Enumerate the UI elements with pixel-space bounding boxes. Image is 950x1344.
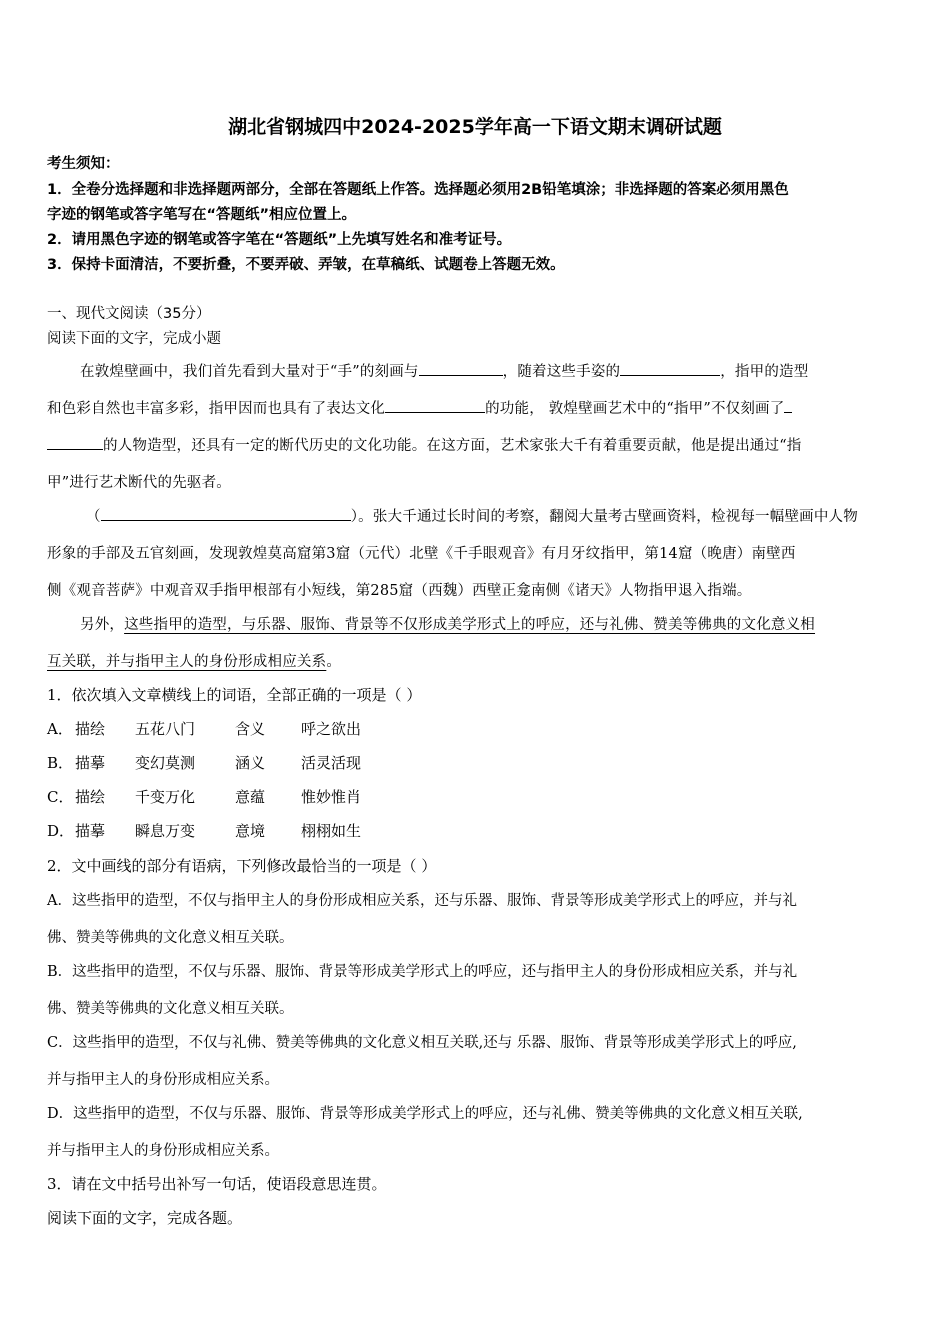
- question-2-option-a-line-2: 佛、赞美等佛典的文化意义相互关联。: [47, 930, 294, 946]
- blank-4-start: [784, 398, 792, 413]
- option-word: 描绘: [75, 720, 106, 738]
- question-1-option-c[interactable]: [47, 786, 361, 807]
- passage-line-1: [80, 360, 808, 381]
- option-word: 活灵活现: [301, 754, 362, 772]
- option-label: C．: [47, 788, 74, 806]
- blank-1: [419, 361, 503, 376]
- question-2-option-a-line-1[interactable]: A．这些指甲的造型，不仅与指甲主人的身份形成相应关系，还与乐器、服饰、背景等形成美学形式上的呼应，并与礼: [47, 893, 797, 909]
- underlined-sentence: 互关联，并与指甲主人的身份形成相应关系: [47, 654, 327, 670]
- blank-3: [385, 398, 485, 413]
- passage-text: ，随着这些手姿的: [502, 364, 621, 380]
- notice-item-1-line-2: 字迹的钢笔或答字笔写在“答题纸”相应位置上。: [47, 207, 357, 223]
- passage-line-6: 形象的手部及五官刻画，发现敦煌莫高窟第3窟（元代）北壁《千手眼观音》有月牙纹指甲，第14窟（晚唐）南壁西: [47, 546, 796, 562]
- question-2-option-b-line-2: 佛、赞美等佛典的文化意义相互关联。: [47, 1001, 294, 1017]
- passage-line-5: [86, 505, 858, 526]
- option-label: A．: [47, 720, 73, 738]
- underlined-sentence: 这些指甲的造型，与乐器、服饰、背景等不仅形成美学形式上的呼应，还与礼佛、赞美等佛典的文化意义相: [124, 617, 816, 633]
- option-label: B．: [47, 754, 74, 772]
- question-2-option-d-line-2: 并与指甲主人的身份形成相应关系。: [47, 1143, 279, 1159]
- option-word: 意境: [235, 822, 266, 840]
- option-word: 瞬息万变: [135, 822, 196, 840]
- question-1-stem: 1．依次填入文章横线上的词语，全部正确的一项是（ ）: [47, 686, 422, 704]
- notice-item-2: 2．请用黑色字迹的钢笔或答字笔在“答题纸”上先填写姓名和准考证号。: [47, 232, 512, 248]
- question-2-stem: 2．文中画线的部分有语病，下列修改最恰当的一项是（ ）: [47, 857, 437, 875]
- option-word: 描摹: [75, 754, 106, 772]
- question-2-option-b-line-1[interactable]: B．这些指甲的造型，不仅与乐器、服饰、背景等形成美学形式上的呼应，还与指甲主人的身份形成相应关系，并与礼: [47, 964, 798, 980]
- question-2-option-c-line-2: 并与指甲主人的身份形成相应关系。: [47, 1072, 279, 1088]
- question-3-stem: 3．请在文中括号出补写一句话，使语段意思连贯。: [47, 1175, 387, 1193]
- option-word: 含义: [235, 720, 266, 738]
- passage-line-2: [47, 397, 792, 418]
- notice-heading: 考生须知：: [47, 156, 120, 172]
- option-word: 涵义: [235, 754, 266, 772]
- page-title: 湖北省钢城四中2024-2025学年高一下语文期末调研试题: [228, 116, 722, 138]
- option-word: 变幻莫测: [135, 754, 196, 772]
- next-section-intro: 阅读下面的文字，完成各题。: [47, 1209, 243, 1227]
- option-label: D．: [47, 822, 75, 840]
- passage-line-8: [80, 613, 815, 634]
- question-1-option-b[interactable]: [47, 752, 361, 773]
- answer-blank: [101, 506, 351, 521]
- option-word: 千变万化: [135, 788, 196, 806]
- passage-text: 。: [326, 654, 342, 670]
- notice-item-3: 3．保持卡面清洁，不要折叠，不要弄破、弄皱，在草稿纸、试题卷上答题无效。: [47, 257, 565, 273]
- section-heading: 一、现代文阅读（35分）: [47, 306, 211, 322]
- blank-2: [620, 361, 720, 376]
- option-word: 惟妙惟肖: [301, 788, 362, 806]
- blank-4: [47, 435, 103, 450]
- passage-text: 的功能， 敦煌壁画艺术中的“指甲”不仅刻画了: [485, 401, 785, 417]
- option-word: 五花八门: [135, 720, 196, 738]
- question-1-option-a[interactable]: [47, 718, 361, 739]
- passage-line-7: 侧《观音菩萨》中观音双手指甲根部有小短线，第285窟（西魏）西壁正龛南侧《诸天》人物指甲退入指端。: [47, 583, 752, 599]
- passage-text: ，指甲的造型: [720, 364, 809, 380]
- option-word: 描绘: [75, 788, 106, 806]
- passage-text: 的人物造型，还具有一定的断代历史的文化功能。在这方面，艺术家张大千有着重要贡献，他是提出通过“指: [103, 438, 802, 454]
- question-1-option-d[interactable]: [47, 820, 361, 841]
- passage-line-4: 甲”进行艺术断代的先驱者。: [47, 475, 232, 491]
- option-word: 意蕴: [235, 788, 266, 806]
- passage-text: 在敦煌壁画中，我们首先看到大量对于“手”的刻画与: [80, 364, 419, 380]
- option-word: 栩栩如生: [301, 822, 362, 840]
- passage-text: 另外，: [80, 617, 125, 633]
- question-2-option-c-line-1[interactable]: C．这些指甲的造型，不仅与礼佛、赞美等佛典的文化意义相互关联,还与 乐器、服饰、背景等形成美学形式上的呼应,: [47, 1035, 797, 1051]
- passage-text: 和色彩自然也丰富多彩，指甲因而也具有了表达文化: [47, 401, 386, 417]
- question-2-option-d-line-1[interactable]: D．这些指甲的造型，不仅与乐器、服饰、背景等形成美学形式上的呼应，还与礼佛、赞美等佛典的文化意义相互关联,: [47, 1106, 803, 1122]
- passage-line-3: [47, 434, 802, 455]
- section-intro: 阅读下面的文字，完成小题: [47, 331, 221, 347]
- passage-text: ）。张大千通过长时间的考察，翻阅大量考古壁画资料，检视每一幅壁画中人物: [350, 509, 858, 525]
- passage-line-9: [47, 650, 341, 671]
- option-word: 呼之欲出: [301, 720, 362, 738]
- notice-item-1-line-1: 1．全卷分选择题和非选择题两部分，全部在答题纸上作答。选择题必须用2B铅笔填涂；非选择题的答案必须用黑色: [47, 182, 789, 198]
- bracket-open: （: [86, 509, 101, 525]
- option-word: 描摹: [75, 822, 106, 840]
